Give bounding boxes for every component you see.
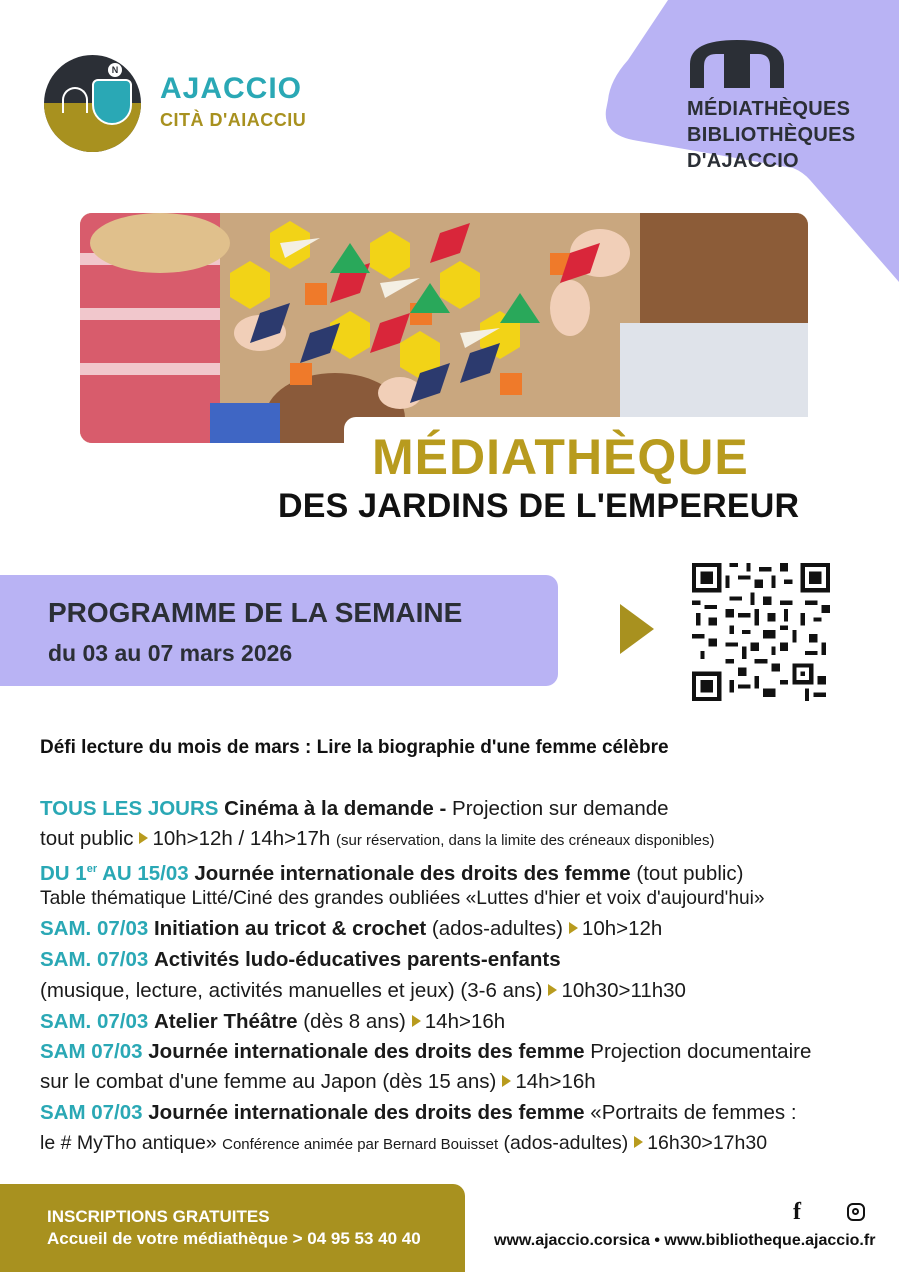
event-audience: (ados-adultes) (503, 1132, 629, 1154)
brand-subname: CITÀ D'AIACCIU (160, 110, 307, 130)
reading-challenge: Défi lecture du mois de mars : Lire la biographie d'une femme célèbre (40, 737, 669, 758)
event-line (40, 945, 561, 975)
event-time: 10h>12h / 14h>17h (152, 827, 331, 850)
logo-badge-letter: N (108, 63, 122, 77)
event-title: Journée internationale des droits des femme (194, 861, 631, 885)
event-tag: SAM. 07/03 (40, 1010, 149, 1033)
event-line (40, 976, 686, 1006)
event-desc: Projection sur demande (452, 797, 669, 820)
play-arrow-icon (569, 922, 578, 934)
footer-urls[interactable]: www.ajaccio.corsica • www.bibliotheque.ajaccio.fr (494, 1232, 876, 1249)
tower-icon (62, 87, 88, 113)
event-line (40, 1098, 797, 1128)
instagram-icon[interactable] (847, 1203, 865, 1221)
event-tag: SAM 07/03 (40, 1101, 143, 1124)
play-arrow-icon (620, 604, 654, 654)
event-tag: SAM 07/03 (40, 1040, 143, 1063)
programme-dates: du 03 au 07 mars 2026 (48, 640, 293, 666)
event-time: 10h30>11h30 (561, 979, 686, 1002)
event-title: Activités ludo-éducatives parents-enfants (153, 948, 561, 971)
event-line (40, 1007, 505, 1037)
play-arrow-icon (548, 984, 557, 996)
event-title: Cinéma à la demande - (224, 797, 447, 820)
event-time: 14h>16h (424, 1010, 506, 1033)
event-title: Atelier Théâtre (153, 1010, 298, 1033)
event-desc: le # MyTho antique» (40, 1132, 217, 1154)
children-puzzle-photo (80, 213, 808, 443)
footer-contact: Accueil de votre médiathèque > 04 95 53 40 40 (47, 1229, 421, 1248)
shield-icon (92, 79, 132, 125)
event-line (40, 1037, 811, 1067)
event-title: Journée internationale des droits des femme (148, 1101, 585, 1124)
event-desc: «Portraits de femmes : (590, 1101, 797, 1124)
event-tag: TOUS LES JOURS (40, 797, 219, 820)
event-line (40, 1067, 596, 1097)
footer-band (0, 1184, 465, 1272)
event-tag: DU 1er AU 15/03 (40, 861, 189, 885)
mediatheques-badge-text (687, 96, 855, 174)
event-title: Journée internationale des droits des femme (148, 1040, 585, 1063)
ajaccio-logo (44, 55, 141, 152)
event-time: 16h30>17h30 (647, 1132, 768, 1154)
event-audience: (tout public) (636, 861, 744, 885)
event-line (40, 884, 765, 914)
event-time: 14h>16h (515, 1070, 596, 1093)
programme-band (0, 575, 558, 686)
badge-line-3: D'AJACCIO (687, 150, 799, 172)
footer-registration: INSCRIPTIONS GRATUITES (47, 1207, 270, 1226)
qr-code[interactable] (692, 563, 830, 701)
play-arrow-icon (634, 1136, 643, 1148)
page-subtitle: DES JARDINS DE L'EMPEREUR (278, 487, 800, 525)
event-tag: SAM. 07/03 (40, 917, 149, 940)
play-arrow-icon (412, 1015, 421, 1027)
event-desc: (musique, lecture, activités manuelles et jeux) (3-6 ans) (40, 979, 543, 1002)
event-title: Initiation au tricot & crochet (153, 917, 427, 940)
event-audience: tout public (40, 827, 134, 850)
event-audience: (dès 8 ans) (303, 1010, 406, 1033)
event-line (40, 824, 715, 856)
badge-line-1: MÉDIATHÈQUES (687, 98, 851, 120)
event-line (40, 914, 662, 944)
event-time: 10h>12h (581, 917, 663, 940)
play-arrow-icon (502, 1075, 511, 1087)
event-desc: Projection documentaire (590, 1040, 812, 1063)
brand-name: AJACCIO (160, 72, 303, 105)
badge-line-2: BIBLIOTHÈQUES (687, 124, 856, 146)
event-desc: Table thématique Litté/Ciné des grandes oubliées «Luttes d'hier et voix d'aujourd'hui» (40, 888, 765, 909)
page-title: MÉDIATHÈQUE (372, 429, 749, 485)
play-arrow-icon (139, 832, 148, 844)
library-building-icon (688, 38, 786, 88)
event-desc: sur le combat d'une femme au Japon (dès 15 ans) (40, 1070, 497, 1093)
event-note: Conférence animée par Bernard Bouisset (222, 1136, 499, 1153)
event-line (40, 1128, 767, 1160)
event-line (40, 794, 669, 824)
programme-title: PROGRAMME DE LA SEMAINE (48, 597, 463, 628)
facebook-icon[interactable]: f (793, 1199, 801, 1225)
event-tag: SAM. 07/03 (40, 948, 149, 971)
event-note: (sur réservation, dans la limite des créneaux disponibles) (336, 832, 715, 849)
event-audience: (ados-adultes) (431, 917, 563, 940)
